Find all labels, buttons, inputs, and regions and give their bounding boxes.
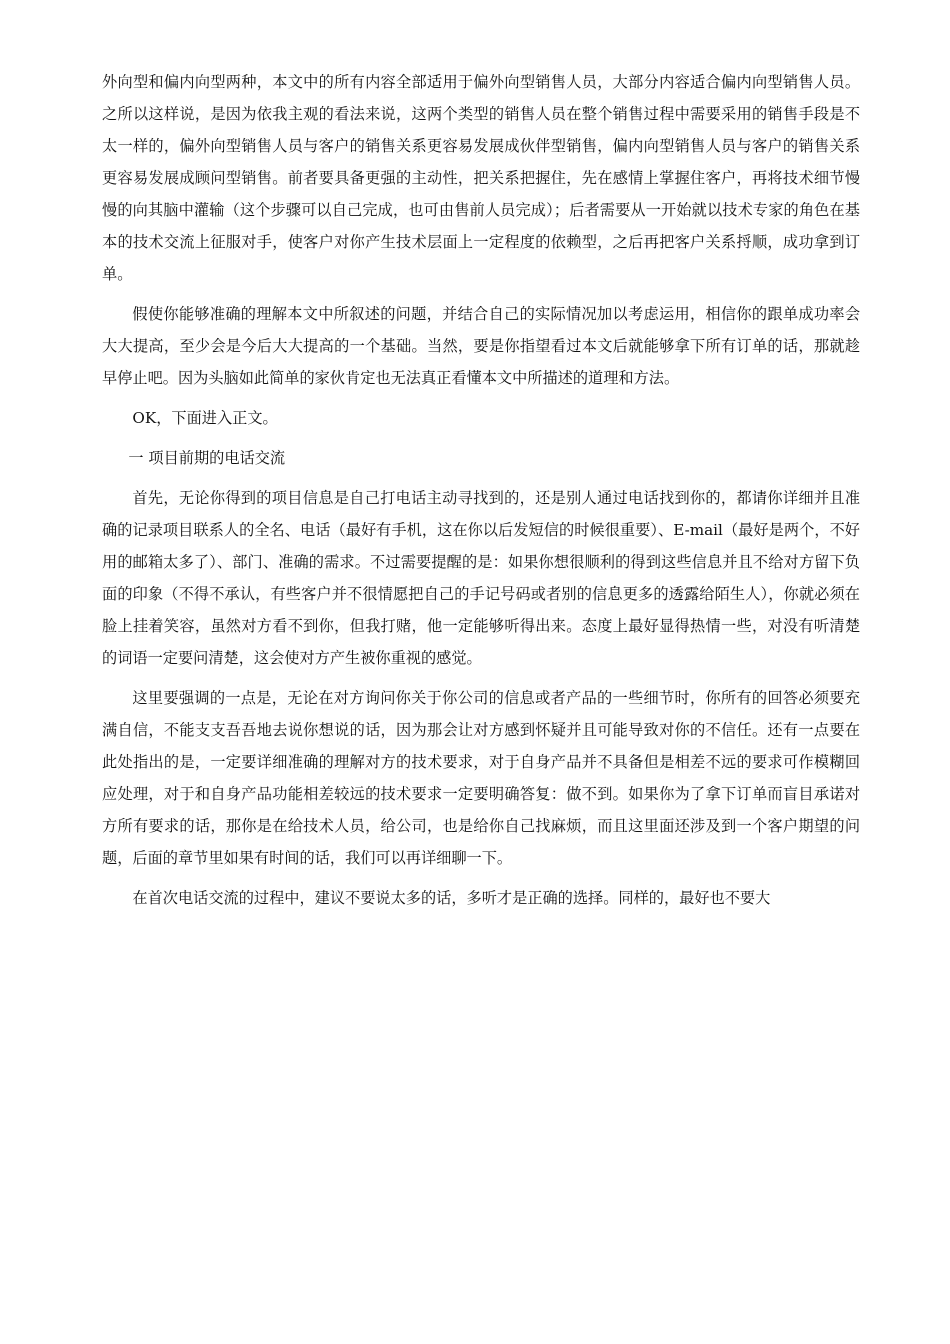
paragraph-enter-main: OK，下面进入正文。 bbox=[132, 409, 278, 427]
paragraph-continued: 外向型和偏内向型两种，本文中的所有内容全部适用于偏外向型销售人员，大部分内容适合偏内向型销售人员。之所以这样说，是因为依我主观的看法来说，这两个类型的销售人员在整个销售过程中需要采用的销售手段是不太一样的，偏外向型销售人员与客户的销售关系更容易发展成伙伴型销售，偏内向型销售人员与客户的销售关系更容易发展成顾问型销售。前者要具备更强的主动性，把关系把握住，先在感情上掌握住客户，再将技术细节慢慢的向其脑中灌输（这个步骤可以自己完成，也可由售前人员完成）；后者需要从一开始就以技术专家的角色在基本的技术交流上征服对手，使客户对你产生技术层面上一定程度的依赖型，之后再把客户关系捋顺，成功拿到订单。 bbox=[102, 73, 860, 283]
section-heading-phone: 一 项目前期的电话交流 bbox=[128, 449, 286, 467]
paragraph-record-contacts: 首先，无论你得到的项目信息是自己打电话主动寻找到的，还是别人通过电话找到你的，都请你详细并且准确的记录项目联系人的全名、电话（最好有手机，这在你以后发短信的时候很重要）、E-mail（最好是两个，不好用的邮箱太多了）、部门、准确的需求。不过需要提醒的是：如果你想很顺利的得到这些信息并且不给对方留下负面的印象（不得不承认，有些客户并不很情愿把自己的手记号码或者别的信息更多的透露给陌生人），你就必须在脸上挂着笑容，虽然对方看不到你，但我打赌，他一定能够听得出来。态度上最好显得热情一些，对没有听清楚的词语一定要问清楚，这会使对方产生被你重视的感觉。 bbox=[102, 489, 860, 667]
paragraph-listen-more: 在首次电话交流的过程中，建议不要说太多的话，多听才是正确的选择。同样的，最好也不要大 bbox=[132, 889, 771, 907]
paragraph-confidence: 这里要强调的一点是，无论在对方询问你关于你公司的信息或者产品的一些细节时，你所有的回答必须要充满自信，不能支支吾吾地去说你想说的话，因为那会让对方感到怀疑并且可能导致对你的不信任。还有一点要在此处指出的是，一定要详细准确的理解对方的技术要求，对于自身产品并不具备但是相差不远的要求可作模糊回应处理，对于和自身产品功能相差较远的技术要求一定要明确答复：做不到。如果你为了拿下订单而盲目承诺对方所有要求的话，那你是在给技术人员，给公司，也是给你自己找麻烦，而且这里面还涉及到一个客户期望的问题，后面的章节里如果有时间的话，我们可以再详细聊一下。 bbox=[102, 689, 860, 867]
paragraph-success-rate: 假使你能够准确的理解本文中所叙述的问题，并结合自己的实际情况加以考虑运用，相信你的跟单成功率会大大提高，至少会是今后大大提高的一个基础。当然，要是你指望看过本文后就能够拿下所有订单的话，那就趁早停止吧。因为头脑如此简单的家伙肯定也无法真正看懂本文中所描述的道理和方法。 bbox=[102, 305, 860, 387]
document-body bbox=[102, 66, 860, 922]
